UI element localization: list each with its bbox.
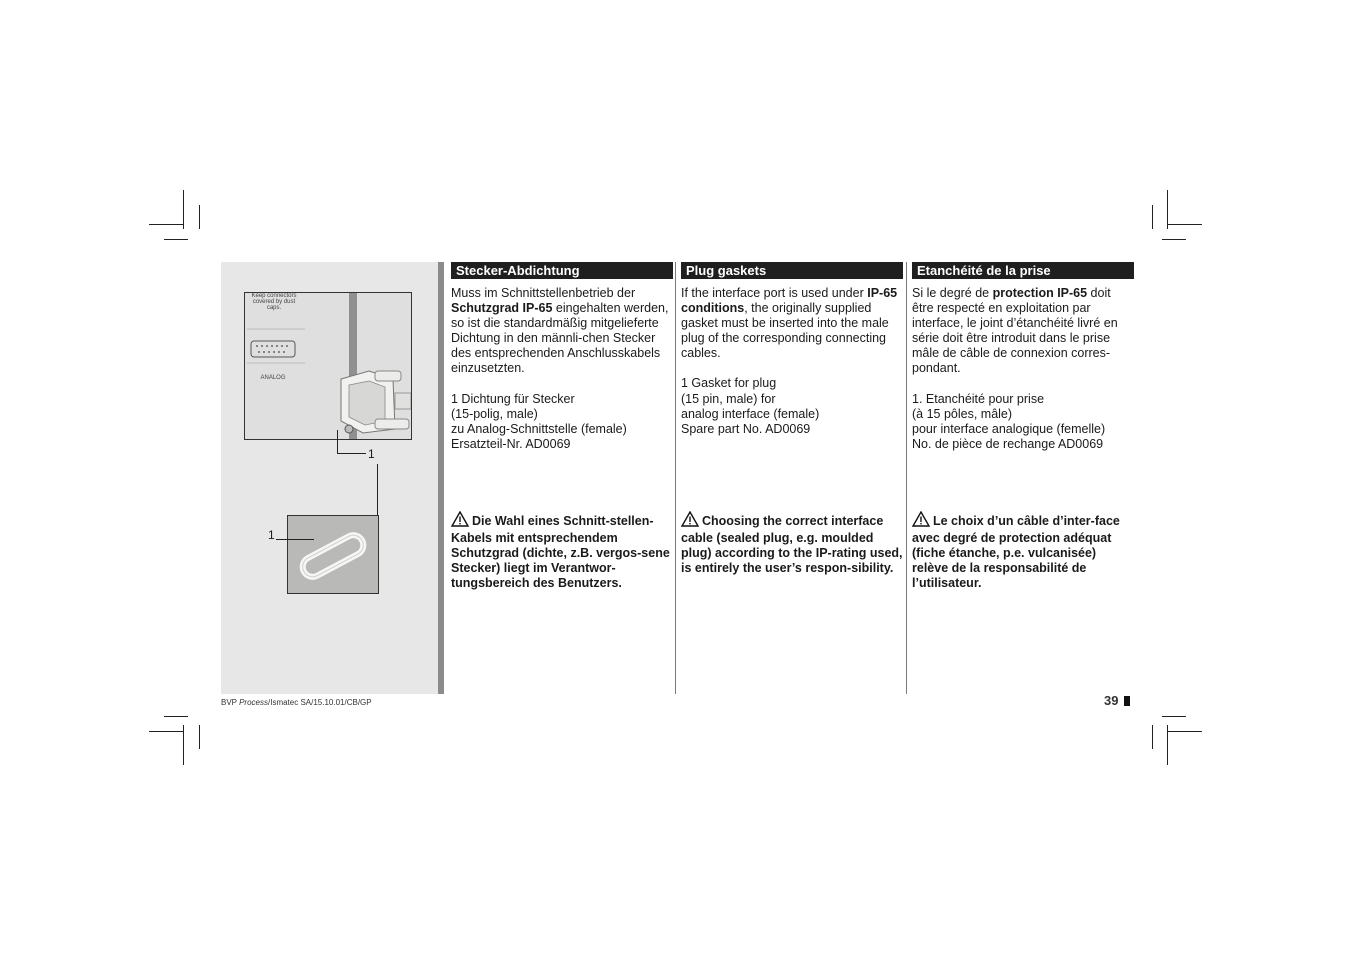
intro-bold: Schutzgrad IP-65: [451, 301, 553, 316]
intro-text: eingehalten werden, so ist die standardmäßig mitgelieferte Dichtung in den männli-chen Stecker des entsprechenden Anschlusskabels einzusetzten.: [451, 301, 669, 376]
warning-text: Die Wahl eines Schnitt-stellen-Kabels mit entsprechendem Schutzgrad (dichte, z.B. vergos-sene Stecker) liegt im Verantwor-tungsbereich des Benutzers.: [451, 514, 670, 591]
warning-note: [912, 511, 1134, 591]
keep-caps-label: Keep connectors covered by dust caps.: [251, 293, 297, 311]
crop-mark: [1152, 205, 1153, 229]
panel-divider-bar: [438, 262, 444, 694]
intro-text: , the originally supplied gasket must be inserted into the male plug of the corresponding connecting cables.: [681, 301, 889, 361]
crop-mark: [199, 205, 200, 229]
connector-illustration: [245, 293, 411, 439]
footer-text: BVP: [221, 698, 240, 707]
intro-bold: protection IP-65: [992, 286, 1088, 300]
part-line: 1 Dichtung für Stecker: [451, 391, 575, 406]
column-german: [451, 262, 673, 591]
crop-mark: [1162, 239, 1186, 240]
part-line: Ersatzteil-Nr. AD0069: [451, 436, 571, 451]
part-line: (15 pin, male) for: [681, 391, 776, 406]
callout-line: [377, 464, 378, 516]
warning-text: Le choix d’un câble d’inter-face avec degré de protection adéquat (fiche étanche, p.e. vulcanisée) relève de la responsabilité de l’utilisateur.: [912, 514, 1120, 591]
page-number: 39: [1104, 693, 1119, 708]
footer-text: /Ismatec SA/15.10.01/CB/GP: [268, 698, 372, 707]
intro-paragraph: [681, 286, 903, 361]
intro-bold: IP-65 conditions: [681, 286, 898, 316]
crop-mark: [1152, 725, 1153, 749]
connector-photo: [244, 292, 412, 440]
part-line: (15-polig, male): [451, 406, 538, 421]
intro-text: Muss im Schnittstellenbetrieb der: [451, 286, 636, 300]
part-item: [451, 392, 673, 452]
crop-mark: [1162, 716, 1186, 717]
callout-line: [337, 453, 366, 454]
section-heading: Stecker-Abdichtung: [451, 262, 673, 279]
part-line: analog interface (female): [681, 406, 820, 421]
part-line: 1. Etanchéité pour prise: [912, 391, 1045, 406]
part-line: No. de pièce de rechange AD0069: [912, 436, 1104, 451]
part-item: [912, 392, 1134, 452]
crop-mark: [164, 716, 188, 717]
intro-paragraph: [451, 286, 673, 377]
part-line: Spare part No. AD0069: [681, 421, 811, 436]
column-separator: [906, 262, 907, 694]
crop-mark: [149, 731, 184, 732]
warning-icon: [451, 511, 469, 531]
section-heading: Plug gaskets: [681, 262, 903, 279]
callout-number: 1: [368, 447, 375, 461]
section-heading: Etanchéité de la prise: [912, 262, 1134, 279]
callout-line: [276, 539, 314, 540]
warning-icon: [912, 511, 930, 531]
intro-text: doit être respecté en exploitation par interface, le joint d’étanchéité livré en série doit être introduit dans le prise mâle de câble de connexion corres-pondant.: [912, 286, 1118, 376]
page-marker: [1124, 696, 1130, 706]
part-line: (à 15 pôles, mâle): [912, 406, 1013, 421]
crop-mark: [199, 725, 200, 749]
gasket-photo: [287, 515, 379, 594]
crop-mark: [1167, 731, 1202, 732]
intro-text: If the interface port is used under: [681, 286, 868, 300]
gasket-illustration: [288, 516, 378, 593]
part-line: 1 Gasket for plug: [681, 376, 777, 391]
intro-paragraph: [912, 286, 1134, 377]
analog-label: ANALOG: [260, 375, 286, 381]
warning-text: Choosing the correct interface cable (sealed plug, e.g. moulded plug) according to the IP-rating used, is entirely the user’s respon-sibility.: [681, 514, 903, 576]
column-french: [912, 262, 1134, 591]
part-line: zu Analog-Schnittstelle (female): [451, 421, 627, 436]
footer-italic: Process: [239, 698, 268, 707]
crop-mark: [164, 239, 188, 240]
column-separator: [675, 262, 676, 694]
document-footer: [221, 698, 372, 707]
warning-icon: [681, 511, 699, 531]
part-item: [681, 376, 903, 436]
intro-text: Si le degré de: [912, 286, 993, 300]
callout-number: 1: [268, 528, 275, 542]
warning-note: [681, 511, 903, 576]
warning-note: [451, 511, 673, 591]
column-english: [681, 262, 903, 576]
crop-mark: [1167, 224, 1202, 225]
callout-line: [337, 430, 338, 454]
crop-mark: [183, 725, 184, 765]
crop-mark: [1167, 725, 1168, 765]
crop-mark: [149, 224, 184, 225]
part-line: pour interface analogique (femelle): [912, 421, 1106, 436]
